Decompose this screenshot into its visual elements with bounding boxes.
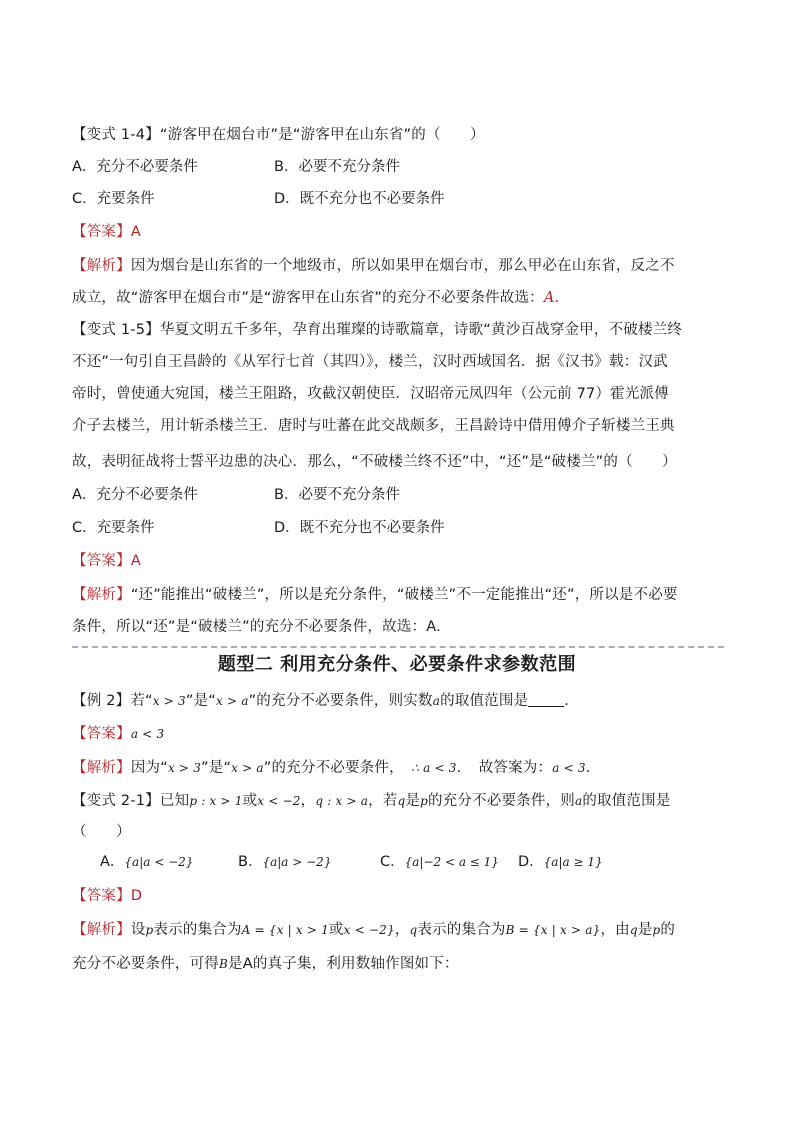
option-c: C．{a|−2 < a ≤ 1} [380,854,499,870]
option-d: D．{a|a ≥ 1} [518,854,603,870]
option-c: C．充要条件 [72,520,155,536]
question-v21-stem: 【变式 2-1】已知p : x > 1或x < −2，q : x > a，若q是p的充分不必要条件，则a的取值范围是 [72,793,671,809]
question-v15-stem-line1: 【变式 1-5】华夏文明五千多年，孕育出璀璨的诗歌篇章，诗歌“黄沙百战穿金甲，不破楼兰终 [72,322,683,338]
analysis-v21-line1: 【解析】设p表示的集合为A = {x | x > 1或x < −2}，q表示的集合为B = {x | x > a}，由q是p的 [72,922,676,938]
question-v14-stem: 【变式 1-4】“游客甲在烟台市”是“游客甲在山东省”的（ ） [72,127,485,143]
option-a: A．充分不必要条件 [72,487,198,503]
question-v15-stem-line2: 不还”一句引自王昌龄的《从军行七首（其四）》，楼兰，汉时西域国名．据《汉书》载：汉武 [72,354,668,370]
option-b: B．必要不充分条件 [274,159,400,175]
analysis-v15-line1: 【解析】“还”能推出“破楼兰”，所以是充分条件，“破楼兰”不一定能推出“还”，所以是不必要 [72,587,678,603]
section-divider [72,646,724,648]
question-v15-stem-line3: 帝时，曾使通大宛国，楼兰王阻路，攻截汉朝使臣．汉昭帝元凤四年（公元前 77）霍光派傅 [72,386,669,402]
option-d: D．既不充分也不必要条件 [274,191,445,207]
question-label: 【变式 1-4】 [72,127,160,143]
question-label: 【变式 1-5】 [72,322,160,338]
question-v15-stem-line5: 故，表明征战将士誓平边患的决心．那么，“不破楼兰终不还”中，“还”是“破楼兰”的（ ） [72,454,677,470]
analysis-v21-line2: 充分不必要条件，可得B是A的真子集，利用数轴作图如下： [72,956,459,972]
analysis-v14-line1: 【解析】因为烟台是山东省的一个地级市，所以如果甲在烟台市，那么甲必在山东省，反之不 [72,258,675,274]
answer-v14: 【答案】A [72,224,141,240]
question-v15-stem-line4: 介子去楼兰，用计斩杀楼兰王．唐时与吐蕃在此交战颇多，王昌龄诗中借用傅介子斩楼兰王典 [72,418,675,434]
option-b: B．必要不充分条件 [274,487,400,503]
option-a: A．{a|a < −2} [100,854,194,870]
analysis-v14-line2: 成立，故“游客甲在烟台市”是“游客甲在山东省”的充分不必要条件故选：A. [72,290,560,306]
option-a: A．充分不必要条件 [72,159,198,175]
answer-v15: 【答案】A [72,553,141,569]
answer-v21: 【答案】D [72,888,143,904]
question-v21-paren: （ ） [72,824,131,840]
answer-blank [528,692,564,707]
option-c: C．充要条件 [72,191,155,207]
analysis-v15-line2: 条件，所以“还”是“破楼兰”的充分不必要条件，故选：A. [72,619,441,635]
option-d: D．既不充分也不必要条件 [274,520,445,536]
section-title: 题型二 利用充分条件、必要条件求参数范围 [217,654,577,675]
option-b: B．{a|a > −2} [238,854,332,870]
example-2-stem: 【例 2】若“x > 3”是“x > a”的充分不必要条件，则实数a的取值范围是 . [72,693,570,709]
analysis-ex2: 【解析】因为“x > 3”是“x > a”的充分不必要条件， ∴ a < 3． 故答案为：a < 3． [72,760,601,776]
answer-ex2: 【答案】a < 3 [72,726,165,742]
